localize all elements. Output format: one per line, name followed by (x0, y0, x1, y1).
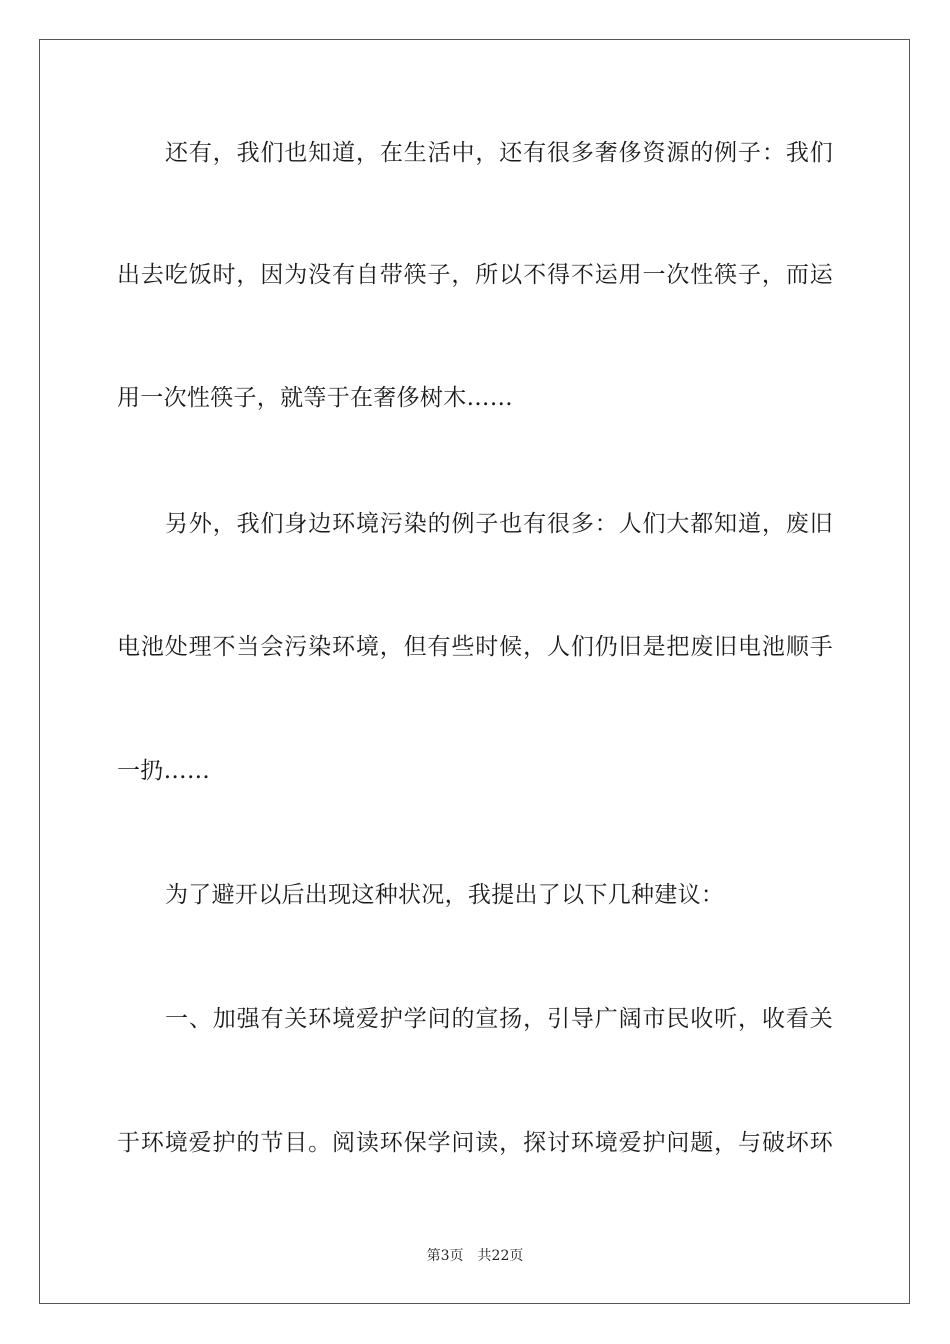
paragraph-line: 用一次性筷子，就等于在奢侈树木…… (117, 385, 514, 411)
page-total: 共22页 (477, 1248, 524, 1264)
paragraph-line: 另外，我们身边环境污染的例子也有很多：人们大都知道，废旧 (165, 511, 833, 537)
paragraph-line: 电池处理不当会污染环境，但有些时候，人们仍旧是把废旧电池顺手 (117, 634, 833, 660)
paragraph-line: 为了避开以后出现这种状况，我提出了以下几种建议： (165, 882, 725, 908)
paragraph-line: 一、加强有关环境爱护学问的宣扬，引导广阔市民收听，收看关 (165, 1006, 833, 1032)
paragraph-line: 一扔…… (117, 758, 211, 784)
page-footer (0, 1247, 950, 1265)
page-border (39, 39, 910, 1304)
paragraph-line: 还有，我们也知道，在生活中，还有很多奢侈资源的例子：我们 (165, 140, 833, 166)
page-number: 第3页 (426, 1248, 464, 1264)
paragraph-line: 出去吃饭时，因为没有自带筷子，所以不得不运用一次性筷子，而运 (117, 262, 833, 288)
paragraph-line: 于环境爱护的节目。阅读环保学问读，探讨环境爱护问题，与破坏环 (117, 1130, 833, 1156)
